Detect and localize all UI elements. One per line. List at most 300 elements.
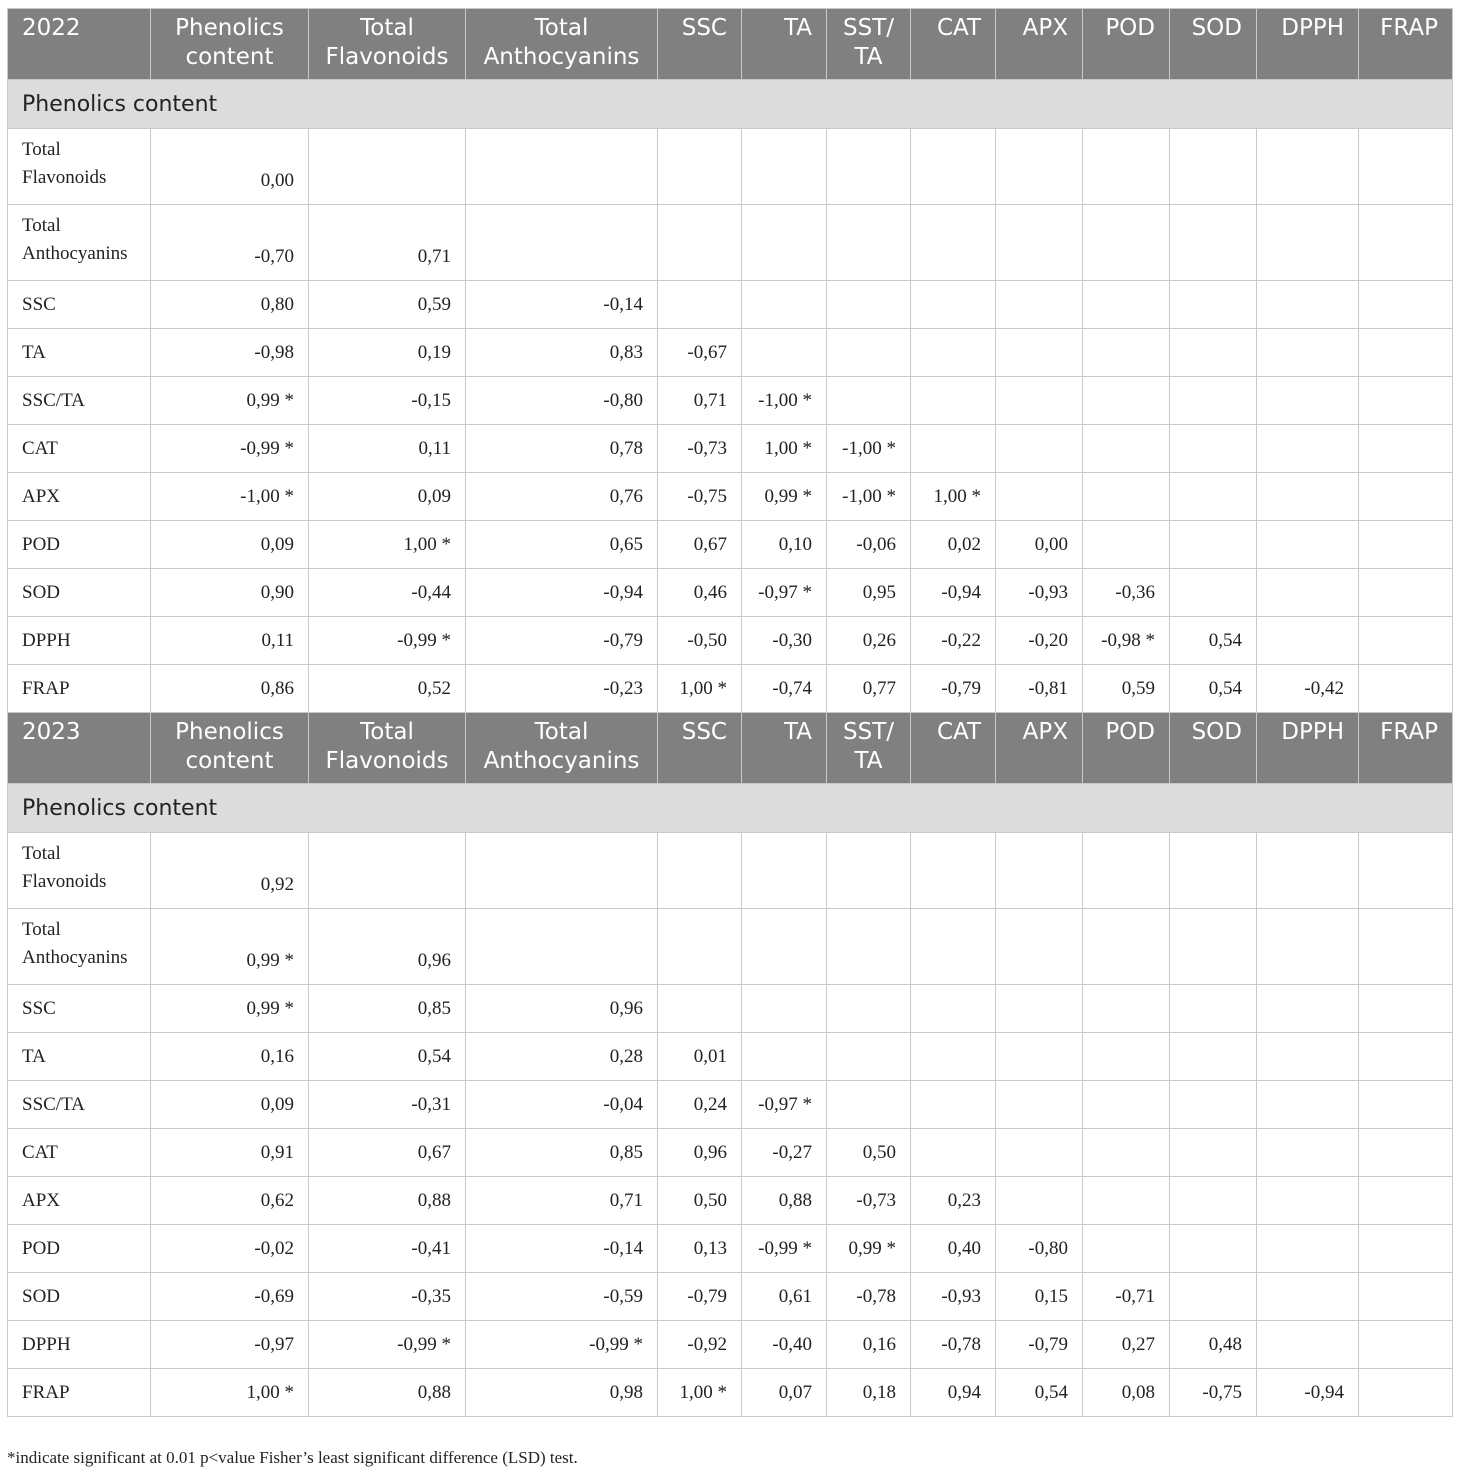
year-label: 2022 [8, 9, 151, 80]
table-cell [911, 985, 996, 1033]
table-cell [658, 377, 742, 425]
correlation-value: 0,77 [862, 677, 896, 699]
table-cell [151, 833, 309, 909]
correlation-value: 0,16 [862, 1333, 896, 1355]
table-row [8, 1273, 1453, 1321]
table-cell [1359, 1129, 1453, 1177]
table-cell [911, 569, 996, 617]
correlation-value: 0,99 * [246, 389, 294, 411]
table-cell [466, 473, 658, 521]
table-cell [1257, 1369, 1359, 1417]
table-cell [1359, 205, 1453, 281]
correlation-value: 0,08 [1121, 1381, 1155, 1403]
table-cell [151, 1177, 309, 1225]
table-cell [1257, 1177, 1359, 1225]
table-cell [466, 1129, 658, 1177]
correlation-value: -0,73 [856, 1189, 896, 1211]
correlation-value: 0,52 [417, 677, 451, 699]
correlation-value: 0,90 [260, 581, 294, 603]
correlation-value: -0,27 [772, 1141, 812, 1163]
table-cell [1083, 377, 1170, 425]
table-cell [466, 129, 658, 205]
table-row [8, 377, 1453, 425]
table-cell [911, 473, 996, 521]
correlation-value: -0,40 [772, 1333, 812, 1355]
table-row [8, 205, 1453, 281]
table-cell [658, 1081, 742, 1129]
table-cell [1170, 281, 1257, 329]
table-cell [309, 521, 466, 569]
table-cell [827, 1033, 911, 1081]
row-label: FRAP [8, 1369, 151, 1417]
row-label: Total Flavonoids [8, 833, 151, 909]
correlation-value: -0,99 * [758, 1237, 812, 1259]
column-header-label: DPPH [1281, 719, 1344, 745]
table-cell [151, 985, 309, 1033]
table-cell [827, 1321, 911, 1369]
table-cell [827, 617, 911, 665]
table-cell [1359, 1081, 1453, 1129]
table-cell [151, 1225, 309, 1273]
correlation-value: -0,59 [603, 1285, 643, 1307]
table-cell [309, 1273, 466, 1321]
correlation-value: 0,18 [862, 1381, 896, 1403]
correlation-value: 1,00 * [679, 677, 727, 699]
table-cell [1359, 425, 1453, 473]
table-cell [996, 281, 1083, 329]
table-cell [309, 1225, 466, 1273]
table-cell [466, 617, 658, 665]
table-cell [309, 833, 466, 909]
correlation-value: -0,74 [772, 677, 812, 699]
table-cell [466, 329, 658, 377]
table-cell [1083, 617, 1170, 665]
correlation-value: -0,98 [254, 341, 294, 363]
correlation-value: -0,94 [1304, 1381, 1344, 1403]
table-cell [996, 129, 1083, 205]
correlation-value: 0,50 [862, 1141, 896, 1163]
correlation-value: 0,27 [1121, 1333, 1155, 1355]
correlation-value: -0,79 [687, 1285, 727, 1307]
table-cell [1170, 1081, 1257, 1129]
correlation-value: 1,00 * [764, 437, 812, 459]
table-cell [1083, 569, 1170, 617]
column-header [466, 713, 658, 784]
table-cell [151, 1129, 309, 1177]
table-cell [309, 985, 466, 1033]
correlation-value: 0,85 [417, 997, 451, 1019]
correlation-value: 0,76 [609, 485, 643, 507]
table-row [8, 985, 1453, 1033]
column-header [1083, 9, 1170, 80]
table-row [8, 1033, 1453, 1081]
correlation-value: 0,99 * [764, 485, 812, 507]
row-label: FRAP [8, 665, 151, 713]
table-cell [996, 1225, 1083, 1273]
table-cell [742, 665, 827, 713]
table-cell [309, 281, 466, 329]
table-cell [827, 1177, 911, 1225]
correlation-value: -0,36 [1115, 581, 1155, 603]
table-row [8, 1129, 1453, 1177]
correlation-value: 0,78 [609, 437, 643, 459]
row-label: TA [8, 329, 151, 377]
table-cell [742, 1033, 827, 1081]
table-cell [996, 569, 1083, 617]
table-cell [911, 329, 996, 377]
correlation-value: 0,71 [693, 389, 727, 411]
correlation-value: -0,79 [941, 677, 981, 699]
table-cell [1359, 1033, 1453, 1081]
table-cell [742, 281, 827, 329]
table-cell [1170, 665, 1257, 713]
table-cell [309, 425, 466, 473]
table-cell [827, 1129, 911, 1177]
table-cell [1170, 1033, 1257, 1081]
table-cell [1083, 1177, 1170, 1225]
table-cell [1257, 425, 1359, 473]
table-cell [151, 205, 309, 281]
table-cell [1257, 833, 1359, 909]
correlation-value: -0,71 [1115, 1285, 1155, 1307]
correlation-value: 0,13 [693, 1237, 727, 1259]
table-cell [742, 1369, 827, 1417]
correlation-value: 0,09 [260, 533, 294, 555]
column-header [1359, 713, 1453, 784]
table-cell [1257, 129, 1359, 205]
table-cell [658, 473, 742, 521]
table-cell [466, 377, 658, 425]
table-cell [151, 329, 309, 377]
table-cell [658, 1273, 742, 1321]
column-header [151, 713, 309, 784]
table-cell [996, 1369, 1083, 1417]
correlation-value: -0,79 [603, 629, 643, 651]
table-cell [911, 1321, 996, 1369]
table-cell [996, 377, 1083, 425]
column-header [742, 9, 827, 80]
table-cell [151, 281, 309, 329]
column-header-label: Phenolics content [175, 15, 284, 70]
correlation-value: 0,59 [1121, 677, 1155, 699]
table-cell [911, 1177, 996, 1225]
correlation-value: 0,54 [417, 1045, 451, 1067]
row-label: POD [8, 1225, 151, 1273]
column-header-label: POD [1105, 719, 1155, 745]
row-label: SSC/TA [8, 377, 151, 425]
table-cell [309, 1177, 466, 1225]
correlation-value: 0,59 [417, 293, 451, 315]
column-header [309, 713, 466, 784]
correlation-value: -0,99 * [589, 1333, 643, 1355]
correlation-value: -0,30 [772, 629, 812, 651]
correlation-value: -0,92 [687, 1333, 727, 1355]
column-header-label: FRAP [1380, 719, 1438, 745]
table-cell [658, 909, 742, 985]
table-cell [1359, 329, 1453, 377]
table-cell [466, 1321, 658, 1369]
table-cell [658, 1225, 742, 1273]
table-cell [151, 1081, 309, 1129]
table-cell [466, 281, 658, 329]
table-cell [658, 617, 742, 665]
table-cell [658, 833, 742, 909]
section-label: Phenolics content [8, 80, 1453, 129]
table-row [8, 521, 1453, 569]
table-cell [911, 129, 996, 205]
table-cell [827, 1273, 911, 1321]
table-cell [466, 569, 658, 617]
correlation-value: 0,65 [609, 533, 643, 555]
table-cell [1083, 985, 1170, 1033]
table-cell [1257, 985, 1359, 1033]
column-header-label: SOD [1191, 719, 1242, 745]
correlation-value: 0,09 [260, 1093, 294, 1115]
correlation-table [7, 8, 1453, 1417]
correlation-value: -0,94 [603, 581, 643, 603]
table-cell [658, 985, 742, 1033]
correlation-value: -0,04 [603, 1093, 643, 1115]
table-cell [742, 1273, 827, 1321]
table-cell [1170, 329, 1257, 377]
table-cell [827, 833, 911, 909]
table-cell [1359, 833, 1453, 909]
column-header [1359, 9, 1453, 80]
table-cell [911, 1129, 996, 1177]
table-cell [658, 1369, 742, 1417]
correlation-value: -0,70 [254, 246, 294, 267]
table-cell [742, 569, 827, 617]
table-cell [1083, 665, 1170, 713]
table-cell [1083, 1273, 1170, 1321]
correlation-value: -0,35 [411, 1285, 451, 1307]
correlation-value: 0,01 [693, 1045, 727, 1067]
table-cell [1257, 1321, 1359, 1369]
section-row [8, 80, 1453, 129]
table-cell [309, 1033, 466, 1081]
correlation-value: -0,79 [1028, 1333, 1068, 1355]
table-cell [911, 521, 996, 569]
column-header-label: CAT [936, 719, 981, 745]
correlation-value: -0,81 [1028, 677, 1068, 699]
row-label: CAT [8, 425, 151, 473]
table-cell [658, 1033, 742, 1081]
column-header-label: Total Anthocyanins [483, 719, 640, 774]
table-cell [911, 425, 996, 473]
table-cell [1257, 909, 1359, 985]
table-cell [309, 569, 466, 617]
table-cell [1257, 281, 1359, 329]
table-cell [1170, 833, 1257, 909]
table-cell [1170, 569, 1257, 617]
table-cell [151, 521, 309, 569]
table-cell [742, 425, 827, 473]
table-row [8, 473, 1453, 521]
correlation-value: -0,93 [1028, 581, 1068, 603]
correlation-value: 1,00 * [679, 1381, 727, 1403]
table-cell [1083, 521, 1170, 569]
column-header [1257, 713, 1359, 784]
correlation-value: 0,26 [862, 629, 896, 651]
table-cell [996, 1321, 1083, 1369]
table-cell [151, 425, 309, 473]
table-row [8, 833, 1453, 909]
table-cell [827, 1081, 911, 1129]
table-cell [996, 617, 1083, 665]
table-cell [466, 1081, 658, 1129]
table-cell [1257, 1033, 1359, 1081]
table-cell [1083, 1321, 1170, 1369]
table-cell [911, 665, 996, 713]
table-cell [1170, 1369, 1257, 1417]
table-cell [996, 833, 1083, 909]
correlation-value: 0,40 [947, 1237, 981, 1259]
table-cell [1170, 425, 1257, 473]
table-cell [1359, 1273, 1453, 1321]
table-cell [911, 909, 996, 985]
table-row [8, 129, 1453, 205]
column-header-label: Total Anthocyanins [483, 15, 640, 70]
table-cell [658, 1177, 742, 1225]
table-cell [996, 1273, 1083, 1321]
table-cell [466, 1369, 658, 1417]
table-cell [827, 129, 911, 205]
table-cell [911, 1033, 996, 1081]
table-cell [151, 665, 309, 713]
column-header-label: SSC [681, 15, 727, 41]
correlation-value: 0,46 [693, 581, 727, 603]
correlation-value: -0,31 [411, 1093, 451, 1115]
column-header [827, 713, 911, 784]
row-label: SOD [8, 569, 151, 617]
table-cell [1359, 129, 1453, 205]
table-cell [827, 1369, 911, 1417]
correlation-value: -1,00 * [842, 485, 896, 507]
correlation-value: 0,11 [418, 437, 451, 459]
table-row [8, 1369, 1453, 1417]
correlation-value: 0,91 [260, 1141, 294, 1163]
table-cell [1170, 1225, 1257, 1273]
table-cell [1083, 473, 1170, 521]
header-row-2022 [8, 9, 1453, 80]
table-cell [742, 617, 827, 665]
correlation-value: 0,54 [1034, 1381, 1068, 1403]
column-header-label: CAT [936, 15, 981, 41]
table-cell [1170, 1129, 1257, 1177]
table-cell [1083, 1129, 1170, 1177]
table-cell [996, 1081, 1083, 1129]
table-cell [996, 1033, 1083, 1081]
table-cell [742, 1177, 827, 1225]
column-header-label: DPPH [1281, 15, 1344, 41]
table-cell [1083, 833, 1170, 909]
row-label: Total Anthocyanins [8, 205, 151, 281]
table-cell [996, 985, 1083, 1033]
correlation-value: -0,73 [687, 437, 727, 459]
table-cell [466, 1033, 658, 1081]
correlation-value: -0,97 * [758, 581, 812, 603]
correlation-value: -0,14 [603, 293, 643, 315]
table-cell [742, 377, 827, 425]
table-cell [742, 1225, 827, 1273]
correlation-value: -0,80 [603, 389, 643, 411]
table-cell [1170, 617, 1257, 665]
column-header [309, 9, 466, 80]
table-cell [1170, 473, 1257, 521]
table-cell [658, 205, 742, 281]
table-cell [996, 425, 1083, 473]
table-cell [911, 1225, 996, 1273]
table-cell [151, 129, 309, 205]
correlation-value: 0,88 [778, 1189, 812, 1211]
table-row [8, 569, 1453, 617]
table-cell [151, 617, 309, 665]
table-row [8, 1321, 1453, 1369]
table-footnote: *indicate significant at 0.01 p<value Fisher’s least significant difference (LSD) test. [7, 1448, 578, 1467]
correlation-value: 0,96 [609, 997, 643, 1019]
table-cell [1257, 617, 1359, 665]
table-cell [827, 425, 911, 473]
table-cell [1359, 1321, 1453, 1369]
correlation-value: 0,15 [1034, 1285, 1068, 1307]
table-cell [151, 1369, 309, 1417]
correlation-value: -0,02 [254, 1237, 294, 1259]
table-cell [151, 1273, 309, 1321]
table-cell [911, 377, 996, 425]
table-cell [466, 1225, 658, 1273]
column-header-label: FRAP [1380, 15, 1438, 41]
correlation-value: -0,78 [856, 1285, 896, 1307]
table-cell [466, 833, 658, 909]
table-cell [996, 205, 1083, 281]
correlation-value: 0,96 [693, 1141, 727, 1163]
column-header-label: SST/ TA [843, 719, 894, 774]
table-cell [658, 1129, 742, 1177]
correlation-value: -1,00 * [758, 389, 812, 411]
table-row [8, 1225, 1453, 1273]
correlation-value: 0,02 [947, 533, 981, 555]
row-label: APX [8, 473, 151, 521]
correlation-value: 0,54 [1208, 677, 1242, 699]
table-cell [911, 1369, 996, 1417]
correlation-value: -0,94 [941, 581, 981, 603]
row-label: DPPH [8, 617, 151, 665]
table-cell [1170, 521, 1257, 569]
table-cell [309, 1321, 466, 1369]
correlation-value: 1,00 * [933, 485, 981, 507]
table-cell [911, 281, 996, 329]
table-cell [742, 833, 827, 909]
correlation-value: 0,98 [609, 1381, 643, 1403]
correlation-value: 0,24 [693, 1093, 727, 1115]
column-header-label: SSC [681, 719, 727, 745]
row-label: SSC [8, 985, 151, 1033]
table-cell [309, 1129, 466, 1177]
column-header [827, 9, 911, 80]
column-header-label: APX [1022, 15, 1068, 41]
table-cell [996, 1177, 1083, 1225]
table-cell [1257, 329, 1359, 377]
correlation-value: -0,42 [1304, 677, 1344, 699]
table-cell [1170, 1177, 1257, 1225]
table-cell [1359, 665, 1453, 713]
table-cell [1083, 1081, 1170, 1129]
table-cell [827, 909, 911, 985]
correlation-value: 0,96 [417, 950, 451, 971]
correlation-value: -0,15 [411, 389, 451, 411]
correlation-value: 0,67 [693, 533, 727, 555]
table-row [8, 909, 1453, 985]
